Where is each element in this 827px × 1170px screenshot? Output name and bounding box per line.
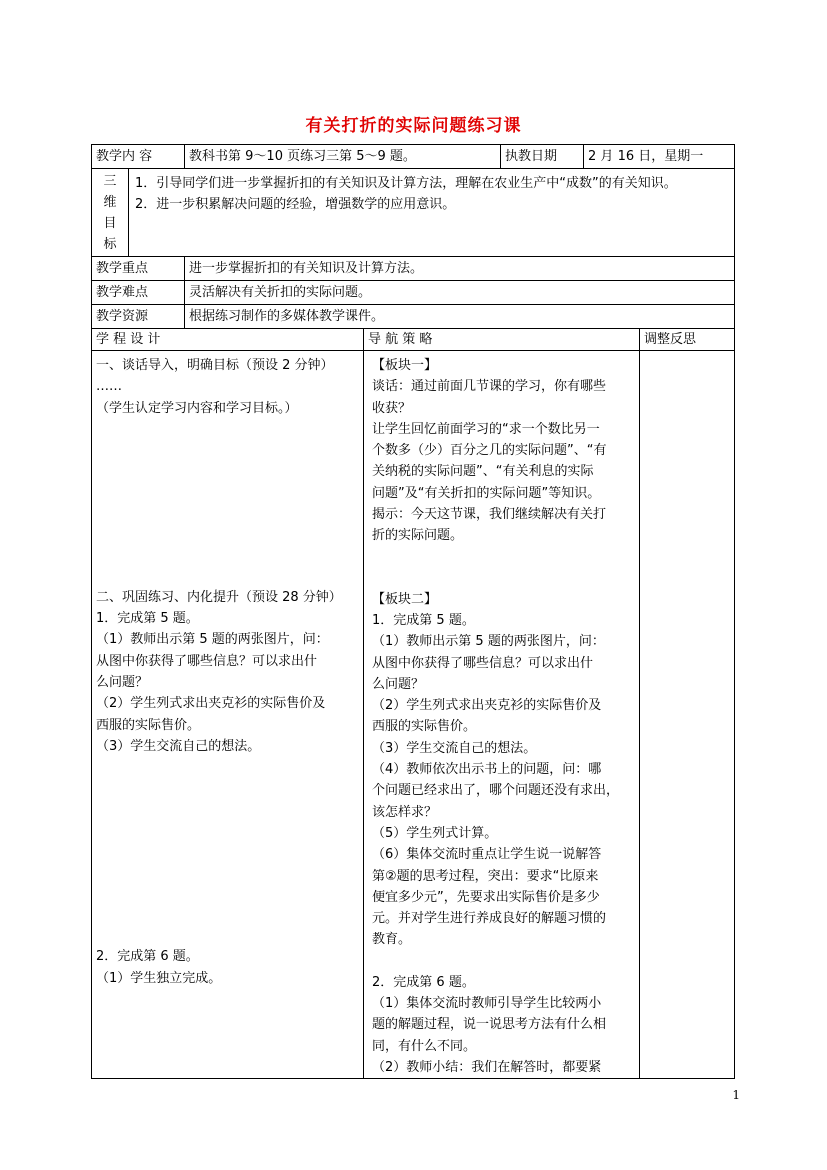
strategy-line: 便宜多少元”，先要求出实际售价是多少	[372, 889, 600, 905]
design-line: 么问题？	[96, 675, 149, 691]
info-row	[92, 281, 735, 305]
goals-label-char: 标	[103, 236, 117, 252]
blank-line	[96, 904, 359, 925]
body-row	[92, 351, 735, 1079]
strategy-line: （2）教师小结：我们在解答时，都要紧	[372, 1059, 602, 1075]
design-line: （学生认定学习内容和学习目标。）	[96, 400, 298, 416]
design-line: 从图中你获得了哪些信息？可以求出什	[96, 653, 318, 669]
strategy-cell	[364, 351, 640, 1079]
blank-line	[96, 419, 359, 440]
strategy-line: （3）学生交流自己的想法。	[372, 740, 537, 756]
blank-line	[96, 778, 359, 799]
blank-line	[96, 503, 359, 524]
strategy-line: 让学生回忆前面学习的“求一个数比另一	[372, 421, 600, 437]
blank-line	[96, 799, 359, 820]
blank-line	[96, 440, 359, 461]
goal-line: 2．进一步积累解决问题的经验，增强数学的应用意识。	[135, 197, 456, 212]
date-label: 执教日期	[501, 145, 584, 169]
reflection-column-header: 调整反思	[640, 329, 735, 351]
strategy-line: 问题”及“有关折扣的实际问题”等知识。	[372, 485, 601, 501]
blank-line	[96, 524, 359, 545]
strategy-line: 关纳税的实际问题”、“有关利息的实际	[372, 464, 594, 480]
strategy-line: 该怎样求？	[372, 804, 438, 820]
strategy-lines	[372, 355, 635, 1078]
blank-line	[372, 568, 635, 589]
strategy-line: 元。并对学生进行养成良好的解题习惯的	[372, 911, 607, 927]
design-line: 2．完成第 6 题。	[96, 949, 199, 965]
strategy-line: 西服的实际售价。	[372, 719, 477, 735]
strategy-line: 折的实际问题。	[372, 528, 464, 544]
content-value: 教科书第 9～10 页练习三第 5～9 题。	[185, 145, 501, 169]
date-value: 2 月 16 日，星期一	[584, 145, 735, 169]
blank-line	[96, 841, 359, 862]
info-value: 进一步掌握折扣的有关知识及计算方法。	[185, 257, 735, 281]
info-value: 根据练习制作的多媒体教学课件。	[185, 305, 735, 329]
design-cell	[92, 351, 364, 1079]
strategy-line: 从图中你获得了哪些信息？可以求出什	[372, 655, 594, 671]
strategy-line: 收获？	[372, 400, 412, 416]
strategy-line: 个问题已经求出了，哪个问题还没有求出，	[372, 783, 620, 799]
blank-line	[96, 862, 359, 883]
design-line: 一、谈话导入，明确目标（预设 2 分钟）	[96, 358, 334, 373]
design-line: ……	[96, 379, 122, 395]
blank-line	[96, 820, 359, 841]
design-line: （1）学生独立完成。	[96, 970, 222, 986]
info-value: 灵活解决有关折扣的实际问题。	[185, 281, 735, 305]
goals-label-char: 目	[103, 215, 117, 231]
design-line: （2）学生列式求出夹克衫的实际售价及	[96, 696, 326, 712]
design-line: 1．完成第 5 题。	[96, 611, 199, 627]
blank-line	[96, 883, 359, 904]
goals-content	[129, 169, 735, 257]
blank-line	[96, 925, 359, 946]
strategy-column-header: 导 航 策 略	[364, 329, 640, 351]
design-line: （1）教师出示第 5 题的两张图片，问：	[96, 632, 329, 648]
document-title: 有关打折的实际问题练习课	[305, 116, 522, 136]
blank-line	[96, 545, 359, 566]
blank-line	[372, 547, 635, 568]
design-line: 西服的实际售价。	[96, 717, 201, 733]
blank-line	[96, 461, 359, 482]
strategy-line: 2．完成第 6 题。	[372, 974, 475, 990]
goal-line: 1．引导同学们进一步掌握折扣的有关知识及计算方法，理解在农业生产中“成数”的有关知识。	[135, 176, 677, 191]
design-column-header: 学 程 设 计	[92, 329, 364, 351]
reflection-cell	[640, 351, 735, 1079]
blank-line	[96, 566, 359, 587]
strategy-line: 教育。	[372, 932, 412, 948]
strategy-line: （5）学生列式计算。	[372, 825, 498, 841]
blank-line	[372, 951, 635, 972]
blank-line	[96, 757, 359, 778]
page-number: 1	[732, 1088, 740, 1102]
goals-label-char: 维	[103, 194, 117, 210]
blank-line	[96, 482, 359, 503]
strategy-line: 【板块二】	[372, 591, 438, 607]
goals-label-char: 三	[103, 173, 117, 189]
header-row	[92, 145, 735, 169]
strategy-line: （4）教师依次出示书上的问题，问：哪	[372, 762, 602, 778]
strategy-line: 揭示：今天这节课，我们继续解决有关打	[372, 507, 607, 523]
strategy-line: 么问题？	[372, 676, 425, 692]
info-label: 教学资源	[92, 305, 185, 329]
strategy-line: （6）集体交流时重点让学生说一说解答	[372, 847, 602, 863]
strategy-line: 个数多（少）百分之几的实际问题”、“有	[372, 443, 607, 459]
strategy-line: 同，有什么不同。	[372, 1038, 477, 1054]
goals-row	[92, 169, 735, 257]
goals-label	[92, 169, 129, 257]
strategy-line: （1）教师出示第 5 题的两张图片，问：	[372, 634, 605, 650]
strategy-line: 题的解题过程，说一说思考方法有什么相	[372, 1017, 607, 1033]
strategy-line: 【板块一】	[372, 358, 438, 373]
lesson-plan-table	[91, 144, 735, 1079]
strategy-line: 第②题的思考过程，突出：要求“比原来	[372, 868, 599, 884]
info-label: 教学难点	[92, 281, 185, 305]
info-row	[92, 257, 735, 281]
strategy-line: 1．完成第 5 题。	[372, 612, 475, 628]
strategy-line: （1）集体交流时教师引导学生比较两小	[372, 996, 602, 1012]
design-lines	[96, 355, 359, 989]
column-header-row	[92, 329, 735, 351]
strategy-line: 谈话：通过前面几节课的学习，你有哪些	[372, 379, 607, 395]
info-row	[92, 305, 735, 329]
info-label: 教学重点	[92, 257, 185, 281]
strategy-line: （2）学生列式求出夹克衫的实际售价及	[372, 698, 602, 714]
content-label: 教学内 容	[92, 145, 185, 169]
design-line: 二、巩固练习、内化提升（预设 28 分钟）	[96, 589, 342, 605]
design-line: （3）学生交流自己的想法。	[96, 738, 261, 754]
